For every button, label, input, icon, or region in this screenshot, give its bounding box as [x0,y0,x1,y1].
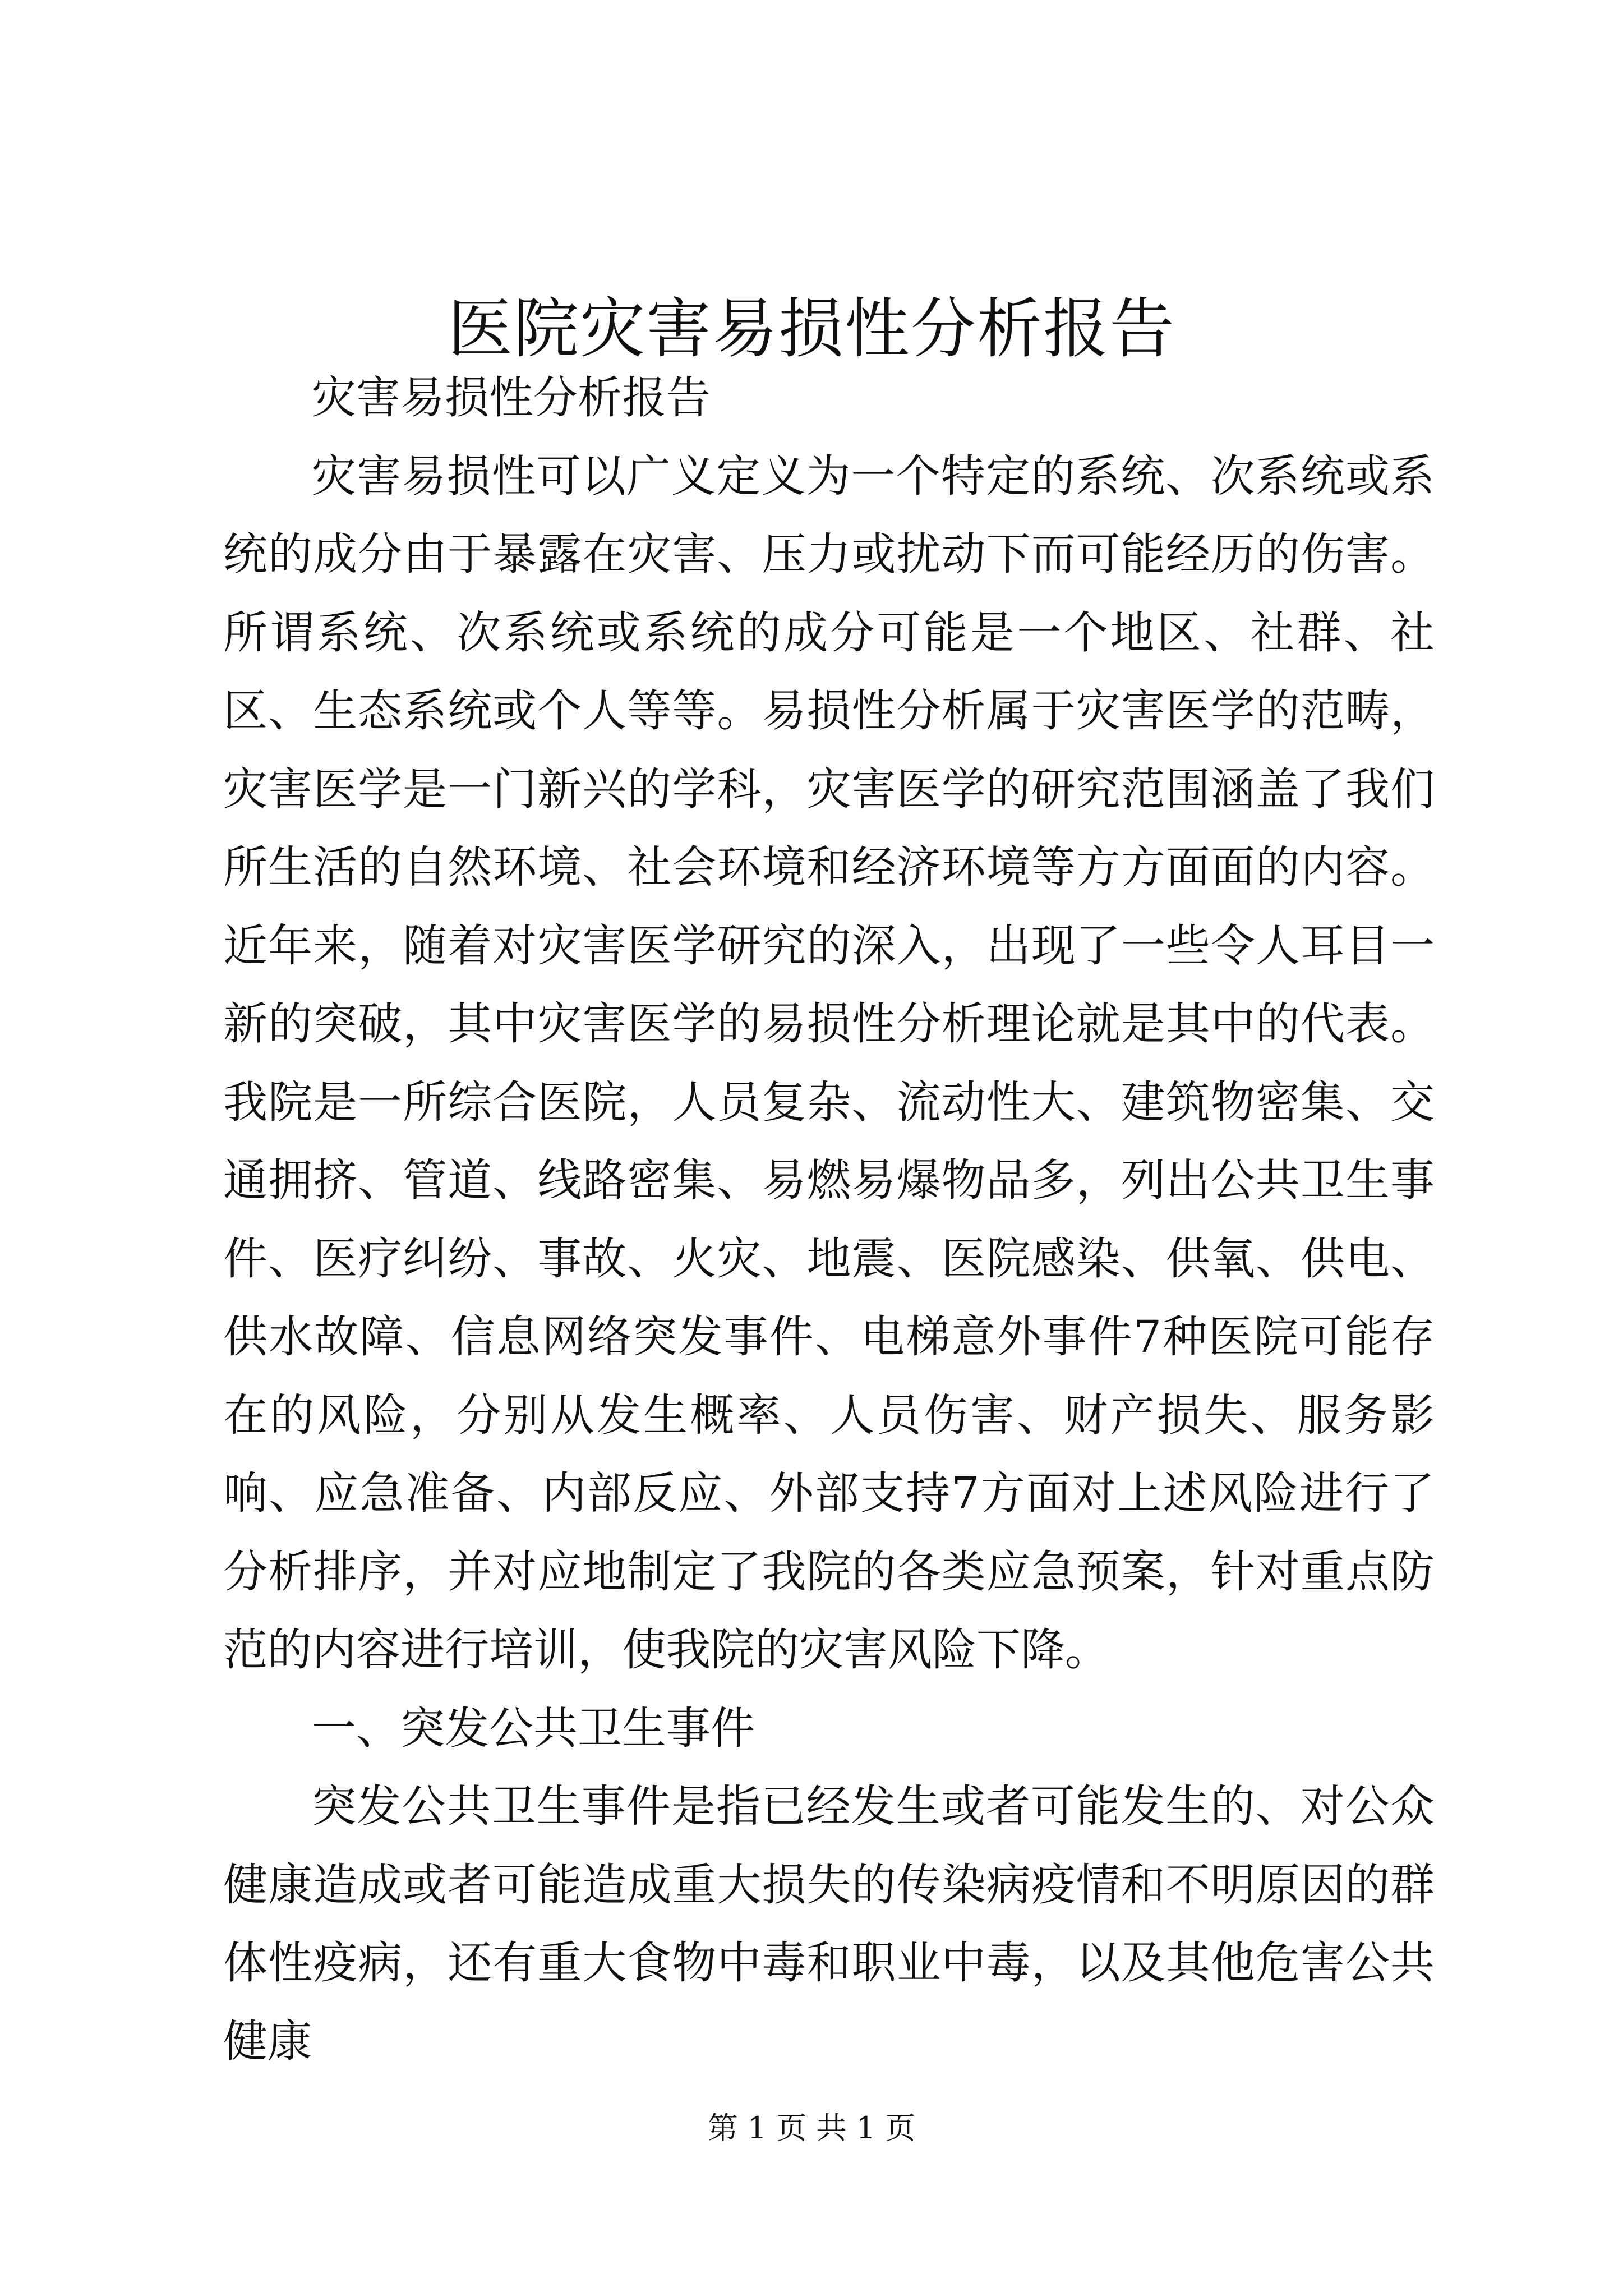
public-health-paragraph: 突发公共卫生事件是指已经发生或者可能发生的、对公众健康造成或者可能造成重大损失的传染病疫情和不明原因的群体性疫病，还有重大食物中毒和职业中毒，以及其他危害公共健康 [223,1780,1435,2067]
page-title: 医院灾害易损性分析报告 [448,291,1175,367]
report-subtitle: 灾害易损性分析报告 [312,372,711,424]
page-number-footer: 第 1 页 共 1 页 [707,2110,916,2146]
document-body [223,359,1435,2081]
section-heading-public-health: 一、突发公共卫生事件 [312,1702,755,1754]
intro-paragraph: 灾害易损性可以广义定义为一个特定的系统、次系统或系统的成分由于暴露在灾害、压力或扰动下而可能经历的伤害。所谓系统、次系统或系统的成分可能是一个地区、社群、社区、生态系统或个人等等。易损性分析属于灾害医学的范畴，灾害医学是一门新兴的学科，灾害医学的研究范围涵盖了我们所生活的自然环境、社会环境和经济环境等方方面面的内容。近年来，随着对灾害医学研究的深入，出现了一些令人耳目一新的突破，其中灾害医学的易损性分析理论就是其中的代表。我院是一所综合医院，人员复杂、流动性大、建筑物密集、交通拥挤、管道、线路密集、易燃易爆物品多，列出公共卫生事件、医疗纠纷、事故、火灾、地震、医院感染、供氧、供电、供水故障、信息网络突发事件、电梯意外事件7种医院可能存在的风险，分别从发生概率、人员伤害、财产损失、服务影响、应急准备、内部反应、外部支持7方面对上述风险进行了分析排序，并对应地制定了我院的各类应急预案，针对重点防范的内容进行培训，使我院的灾害风险下降。 [223,450,1435,1676]
